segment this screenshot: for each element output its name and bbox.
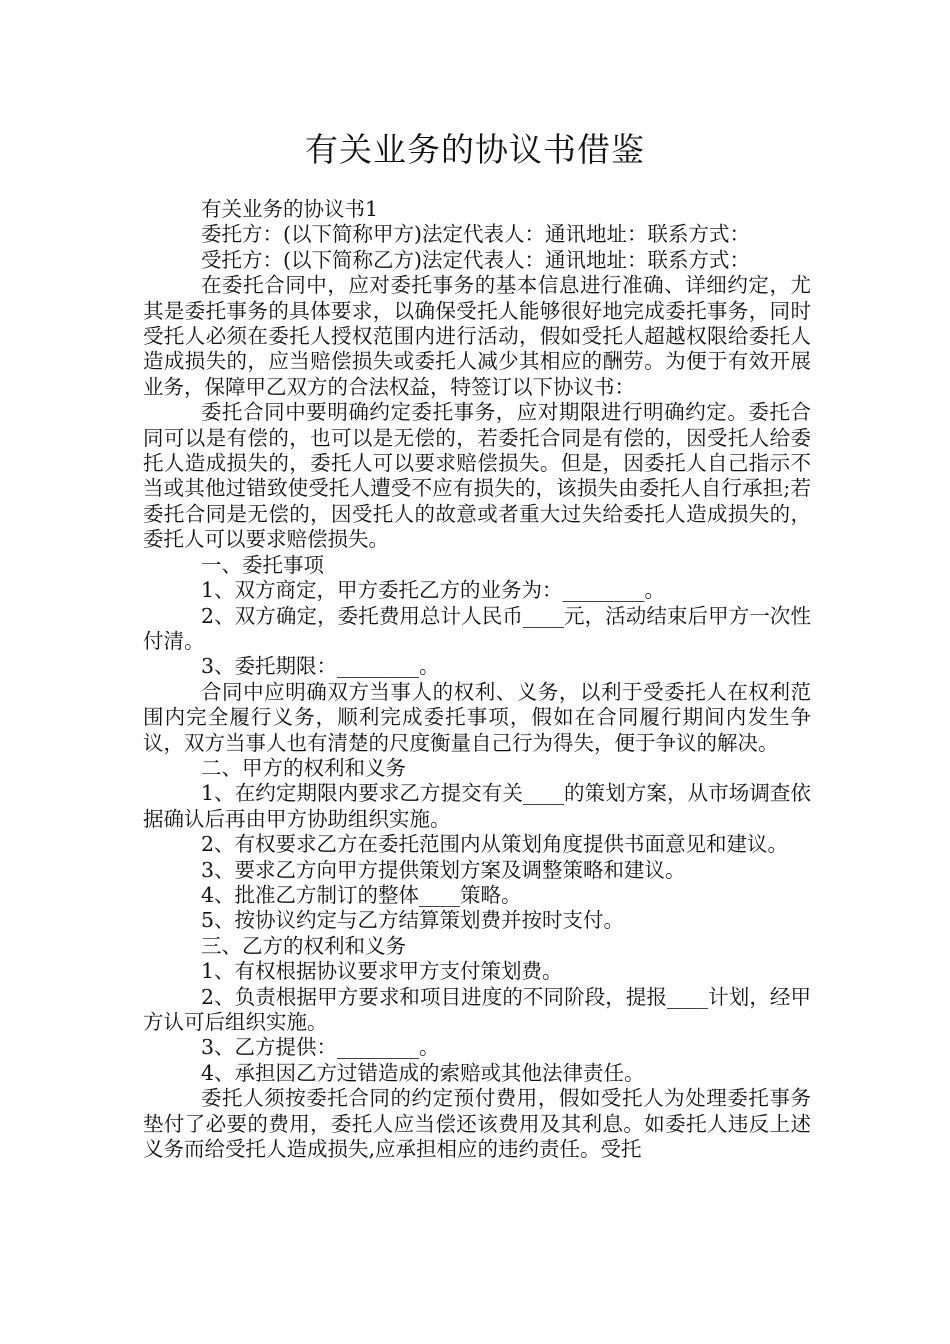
clause-item: 3、要求乙方向甲方提供策划方案及调整策略和建议。	[201, 857, 686, 882]
body-paragraph: 合同中应明确双方当事人的权利、义务，以利于受委托人在权利范围内完全履行义务，顺利完成委托事项，假如在合同履行期间内发生争议，双方当事人也有清楚的尺度衡量自己行为得失，便于争议的解决。	[143, 679, 811, 755]
body-paragraph: 委托合同中要明确约定委托事务，应对期限进行明确约定。委托合同可以是有偿的，也可以是无偿的，若委托合同是有偿的，因受托人给委托人造成损失的，委托人可以要求赔偿损失。但是，因委托人自己指示不当或其他过错致使受托人遭受不应有损失的，该损失由委托人自行承担;若委托合同是无偿的，因受托人的故意或者重大过失给委托人造成损失的，委托人可以要求赔偿损失。	[143, 400, 811, 552]
clause-item: 1、有权根据协议要求甲方支付策划费。	[201, 959, 563, 984]
clause-item: 1、在约定期限内要求乙方提交有关____的策划方案，从市场调查依据确认后再由甲方协助组织实施。	[143, 781, 811, 831]
clause-item: 4、批准乙方制订的整体____策略。	[201, 882, 522, 907]
section-heading: 三、乙方的权利和义务	[201, 933, 406, 958]
section-heading: 一、委托事项	[201, 552, 324, 577]
document-body	[143, 197, 811, 1162]
clause-item: 3、乙方提供：________。	[201, 1035, 440, 1060]
trustee-line: 受托方：(以下简称乙方)法定代表人：通讯地址：联系方式：	[201, 247, 750, 272]
client-line: 委托方：(以下简称甲方)法定代表人：通讯地址：联系方式：	[201, 222, 750, 247]
clause-item: 2、负责根据甲方要求和项目进度的不同阶段，提报____计划，经甲方认可后组织实施。	[143, 984, 811, 1034]
section-heading: 二、甲方的权利和义务	[201, 755, 406, 780]
body-paragraph: 委托人须按委托合同的约定预付费用，假如受托人为处理委托事务垫付了必要的费用，委托人应当偿还该费用及其利息。如委托人违反上述义务而给受托人造成损失,应承担相应的违约责任。受托	[143, 1086, 811, 1162]
body-paragraph: 在委托合同中，应对委托事务的基本信息进行准确、详细约定，尤其是委托事务的具体要求，以确保受托人能够很好地完成委托事务，同时受托人必须在委托人授权范围内进行活动，假如受托人超越权限给委托人造成损失的，应当赔偿损失或委托人减少其相应的酬劳。为便于有效开展业务，保障甲乙双方的合法权益，特签订以下协议书：	[143, 273, 811, 399]
clause-item: 2、双方确定，委托费用总计人民币____元，活动结束后甲方一次性付清。	[143, 603, 811, 653]
clause-item: 5、按协议约定与乙方结算策划费并按时支付。	[201, 908, 625, 933]
clause-item: 1、双方商定，甲方委托乙方的业务为：________。	[201, 578, 666, 603]
document-title: 有关业务的协议书借鉴	[305, 130, 645, 169]
clause-item: 3、委托期限：________。	[201, 654, 440, 679]
clause-item: 4、承担因乙方过错造成的索赔或其他法律责任。	[201, 1060, 645, 1085]
clause-item: 2、有权要求乙方在委托范围内从策划角度提供书面意见和建议。	[201, 832, 789, 857]
doc-heading: 有关业务的协议书1	[201, 197, 379, 221]
